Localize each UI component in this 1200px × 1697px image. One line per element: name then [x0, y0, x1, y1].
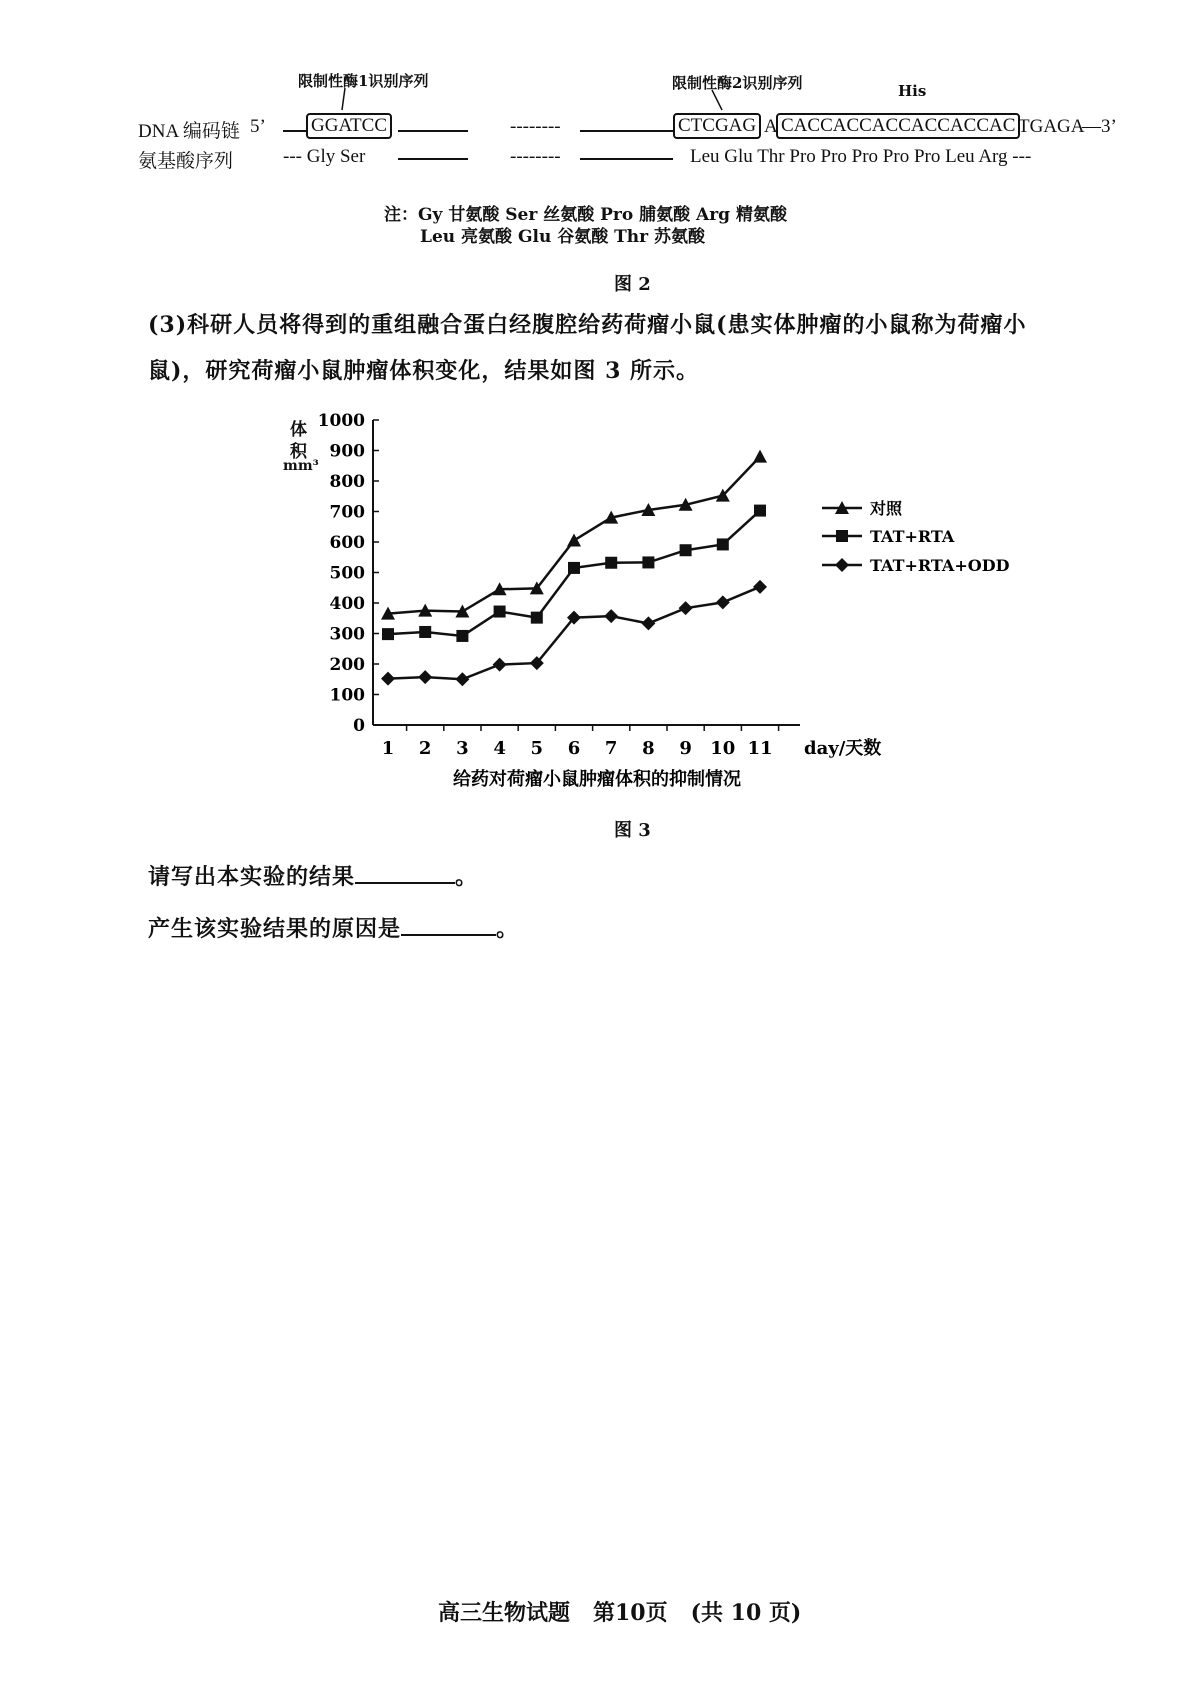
paragraph-line1: (3)科研人员将得到的重组融合蛋白经腹腔给药荷瘤小鼠(患实体肿瘤的小鼠称为荷瘤小 — [148, 312, 1027, 338]
dna-line-2 — [398, 130, 468, 132]
y-tick-label: 900 — [329, 441, 365, 462]
x-tick-label: 10 — [710, 738, 736, 759]
y-tick-label: 300 — [329, 624, 365, 645]
data-point-series-3 — [493, 658, 507, 672]
question-1 — [148, 854, 478, 900]
question-2-end: 。 — [496, 916, 520, 942]
site2-sequence: CTCGAG — [673, 113, 761, 139]
y-tick-label: 600 — [329, 533, 365, 553]
data-point-series-3 — [455, 672, 469, 686]
legend-label-1: 对照 — [870, 499, 903, 518]
data-point-series-2 — [568, 562, 580, 574]
question-2-text: 产生该实验结果的原因是 — [148, 916, 402, 942]
x-tick-label: 2 — [418, 738, 432, 759]
answer-blank-1[interactable] — [355, 860, 455, 884]
y-tick-label: 500 — [329, 563, 365, 584]
paragraph-line2: 鼠)，研究荷瘤小鼠肿瘤体积变化，结果如图 3 所示。 — [148, 358, 700, 384]
data-point-series-3 — [604, 609, 618, 623]
y-axis-unit: mm³ — [283, 458, 319, 474]
tumor-volume-chart — [0, 400, 1200, 800]
data-point-series-3 — [753, 580, 767, 594]
data-point-series-3 — [418, 670, 432, 684]
site2-pointer — [712, 90, 722, 110]
legend-label-2: TAT+RTA — [870, 527, 955, 546]
y-axis-label-char1: 体 — [290, 420, 307, 440]
data-point-series-3 — [641, 616, 655, 630]
data-point-series-2 — [382, 628, 394, 640]
data-point-series-3 — [716, 595, 730, 609]
y-tick-label: 1000 — [317, 411, 365, 431]
y-tick-label: 200 — [329, 655, 365, 675]
x-tick-label: 1 — [381, 738, 395, 759]
data-point-series-2 — [605, 557, 617, 569]
site1-pointer — [342, 88, 345, 110]
y-tick-label: 700 — [329, 502, 365, 523]
five-prime: 5’ — [250, 116, 266, 137]
y-tick-label: 400 — [329, 594, 365, 614]
data-point-series-2 — [717, 538, 729, 550]
data-point-series-1 — [567, 533, 581, 546]
his-tag-sequence: CACCACCACCACCACCAC — [776, 113, 1020, 139]
three-prime: —3’ — [1082, 116, 1117, 137]
data-point-series-3 — [381, 672, 395, 686]
x-axis-label: day/天数 — [804, 738, 882, 759]
x-tick-label: 3 — [456, 738, 469, 759]
aa-left-sequence: --- Gly Ser — [283, 146, 366, 167]
legend-label-3: TAT+RTA+ODD — [870, 556, 1010, 575]
x-tick-label: 4 — [493, 738, 506, 759]
x-tick-label: 6 — [567, 738, 581, 759]
dna-line-1 — [283, 130, 307, 132]
data-point-series-2 — [531, 612, 543, 624]
x-tick-label: 8 — [642, 738, 655, 759]
figure-3-caption: 图 3 — [614, 820, 651, 841]
y-tick-label: 0 — [353, 716, 365, 736]
data-point-series-2 — [754, 505, 766, 517]
y-axis-label-char2: 积 — [290, 442, 307, 462]
chart-title: 给药对荷瘤小鼠肿瘤体积的抑制情况 — [453, 769, 741, 790]
abbreviation-note-line1: 注：Gy 甘氨酸 Ser 丝氨酸 Pro 脯氨酸 Arg 精氨酸 — [384, 205, 787, 225]
a-base: A — [764, 116, 778, 137]
figure-2-caption: 图 2 — [614, 274, 651, 295]
site1-sequence: GGATCC — [306, 113, 392, 139]
aa-right-sequence: Leu Glu Thr Pro Pro Pro Pro Pro Leu Arg --- — [690, 146, 1032, 167]
abbreviation-note-line2: Leu 亮氨酸 Glu 谷氨酸 Thr 苏氨酸 — [420, 227, 706, 247]
legend-marker-3 — [835, 558, 849, 572]
x-tick-label: 7 — [604, 738, 618, 759]
question-2 — [148, 906, 519, 952]
dna-label: DNA 编码链 — [138, 121, 240, 142]
aa-dots: -------- — [510, 146, 561, 167]
site2-label: 限制性酶2识别序列 — [672, 74, 803, 92]
y-tick-label: 100 — [329, 685, 365, 706]
question-1-text: 请写出本实验的结果 — [148, 864, 356, 890]
x-tick-label: 9 — [679, 738, 692, 759]
data-point-series-3 — [679, 601, 693, 615]
data-point-series-2 — [494, 606, 506, 618]
page-footer: 高三生物试题 第10页 (共 10 页) — [438, 1600, 802, 1626]
his-label: His — [898, 82, 927, 100]
aa-label: 氨基酸序列 — [138, 151, 234, 172]
legend-marker-2 — [836, 530, 848, 542]
site-pointer-lines — [0, 0, 1200, 130]
data-point-series-2 — [680, 544, 692, 556]
y-tick-label: 800 — [329, 472, 365, 492]
question-1-end: 。 — [455, 864, 479, 890]
x-tick-label: 11 — [747, 738, 773, 759]
site1-label: 限制性酶1识别序列 — [298, 72, 429, 90]
data-point-series-2 — [419, 626, 431, 638]
data-point-series-1 — [753, 450, 767, 463]
x-tick-label: 5 — [530, 738, 544, 759]
answer-blank-2[interactable] — [401, 912, 496, 936]
stop-sequence: TGAGA — [1018, 116, 1085, 137]
aa-line-1 — [398, 158, 468, 160]
dna-line-3 — [580, 130, 673, 132]
data-point-series-2 — [642, 556, 654, 568]
aa-line-2 — [580, 158, 673, 160]
data-point-series-2 — [456, 630, 468, 642]
dna-dots: -------- — [510, 116, 561, 137]
